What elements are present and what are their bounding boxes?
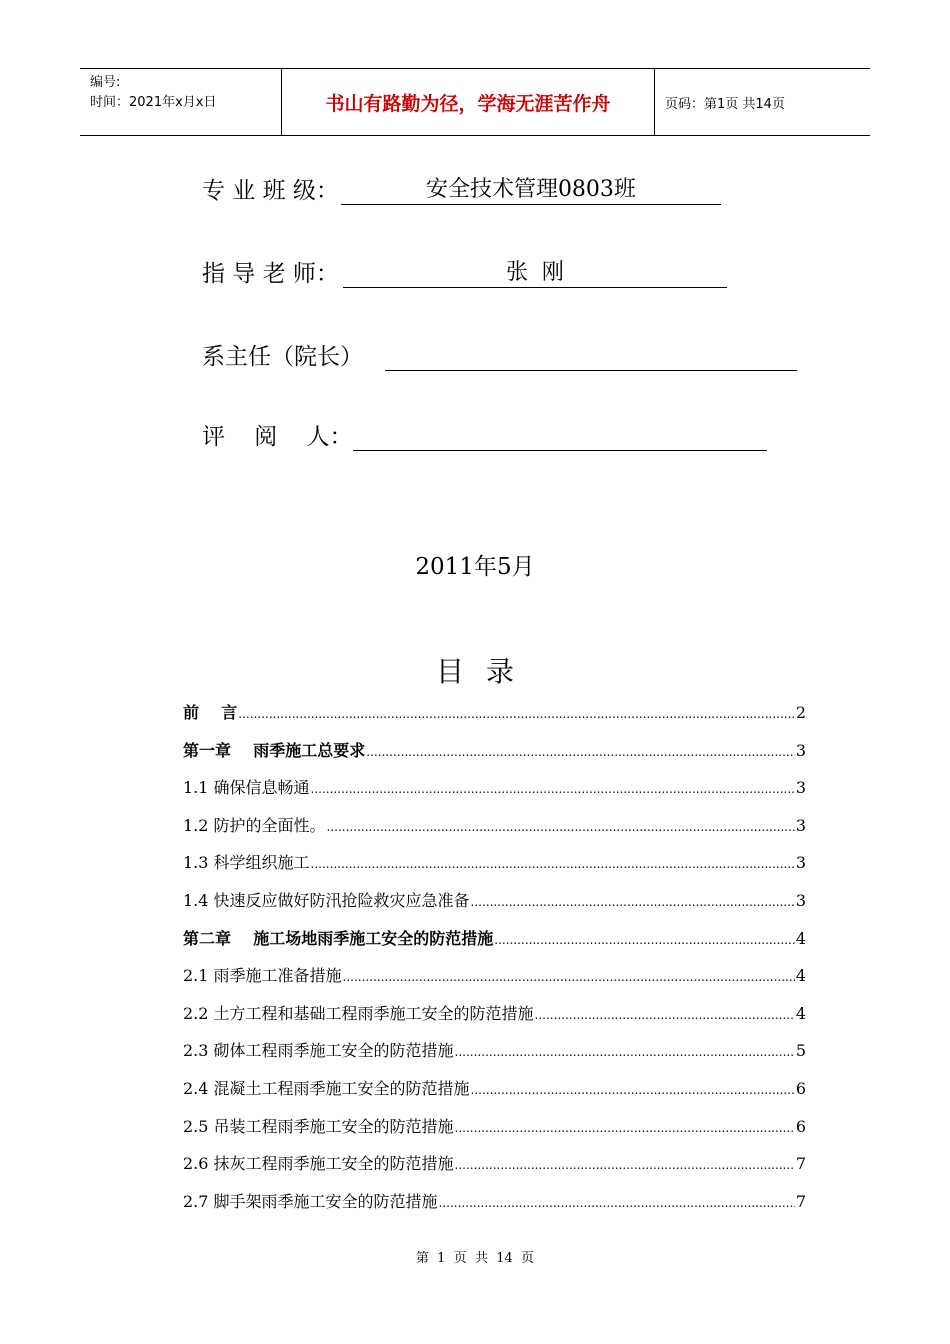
header-page-info: 页码：第1页 共14页 [665, 96, 785, 112]
toc-leader-dots [471, 1083, 795, 1097]
reviewer-field [202, 418, 767, 451]
toc-entry[interactable] [183, 1114, 806, 1152]
toc-entry[interactable] [183, 700, 806, 738]
toc-leader-dots [366, 745, 795, 759]
toc-leader-dots [455, 1045, 795, 1059]
toc-leader-dots [455, 1158, 795, 1172]
major-class-field [202, 172, 721, 205]
toc-entry-title: 1.1 确保信息畅通 [183, 778, 310, 798]
toc-leader-dots [471, 895, 795, 909]
toc-leader-dots [494, 933, 795, 947]
toc-entry[interactable] [183, 775, 806, 813]
toc-leader-dots [343, 970, 795, 984]
header-motto: 书山有路勤为径，学海无涯苦作舟 [282, 69, 655, 135]
toc-entry-title: 前 言 [183, 703, 238, 722]
toc-entry[interactable] [183, 1001, 806, 1039]
toc-entry[interactable] [183, 888, 806, 926]
toc-entry-page: 6 [795, 1078, 806, 1098]
advisor-value: 张 刚 [343, 260, 727, 288]
toc-leader-dots [327, 820, 795, 834]
toc-entry-title: 第一章 雨季施工总要求 [183, 740, 366, 760]
toc-entry-page: 6 [795, 1116, 806, 1136]
advisor-field [202, 255, 727, 288]
toc-entry-title: 2.4 混凝土工程雨季施工安全的防范措施 [183, 1078, 470, 1098]
toc-entry[interactable] [183, 1151, 806, 1189]
toc-entry-page: 3 [795, 778, 806, 798]
advisor-label: 指 导 老 师： [202, 261, 339, 287]
toc-entry-title: 2.1 雨季施工准备措施 [183, 966, 342, 986]
toc-leader-dots [455, 1121, 795, 1135]
reviewer-value [353, 423, 767, 451]
toc-entry-title: 2.5 吊装工程雨季施工安全的防范措施 [183, 1116, 454, 1136]
dean-label: 系主任（院长） [202, 344, 363, 370]
toc-entry-page: 2 [795, 703, 806, 722]
toc-entry-title: 2.7 脚手架雨季施工安全的防范措施 [183, 1191, 438, 1211]
toc-entry[interactable] [183, 1076, 806, 1114]
toc-entry-title: 2.3 砌体工程雨季施工安全的防范措施 [183, 1041, 454, 1061]
header-info [80, 69, 282, 135]
page-header [80, 68, 870, 136]
toc-entry[interactable] [183, 926, 806, 964]
document-number-label: 编号: [90, 75, 121, 90]
reviewer-label: 评 阅 人： [202, 424, 353, 450]
toc-leader-dots [311, 857, 795, 871]
toc-entry-title: 1.2 防护的全面性。 [183, 815, 326, 835]
toc-entry-title: 2.2 土方工程和基础工程雨季施工安全的防范措施 [183, 1003, 534, 1023]
dean-value [385, 343, 797, 371]
toc-entry-page: 7 [795, 1191, 806, 1211]
toc-entry-page: 4 [795, 1003, 806, 1023]
table-of-contents [183, 700, 806, 1226]
toc-leader-dots [238, 707, 795, 721]
document-time: 时间：2021年x月x日 [90, 95, 217, 110]
toc-leader-dots [439, 1196, 795, 1210]
toc-leader-dots [535, 1008, 795, 1022]
toc-title: 目录 [435, 655, 536, 688]
major-class-label: 专 业 班 级： [202, 178, 339, 204]
toc-entry-title: 1.4 快速反应做好防汛抢险救灾应急准备 [183, 890, 470, 910]
document-date: 2011年5月 [415, 554, 535, 580]
toc-entry[interactable] [183, 1189, 806, 1227]
toc-entry-page: 3 [795, 853, 806, 873]
toc-entry-page: 4 [795, 966, 806, 986]
toc-entry[interactable] [183, 738, 806, 776]
toc-entry-title: 1.3 科学组织施工 [183, 853, 310, 873]
toc-entry-title: 2.6 抹灰工程雨季施工安全的防范措施 [183, 1154, 454, 1174]
dean-field [202, 338, 797, 371]
toc-entry-page: 3 [795, 815, 806, 835]
toc-entry-page: 3 [795, 740, 806, 760]
toc-entry-page: 3 [795, 890, 806, 910]
toc-entry-page: 4 [795, 928, 806, 948]
toc-entry-title: 第二章 施工场地雨季施工安全的防范措施 [183, 928, 494, 948]
major-class-value: 安全技术管理0803班 [341, 177, 721, 205]
toc-entry[interactable] [183, 1038, 806, 1076]
toc-entry[interactable] [183, 850, 806, 888]
toc-entry-page: 5 [795, 1041, 806, 1061]
toc-entry[interactable] [183, 963, 806, 1001]
toc-entry[interactable] [183, 813, 806, 851]
toc-entry-page: 7 [795, 1154, 806, 1174]
toc-leader-dots [311, 782, 795, 796]
page-footer [0, 1247, 950, 1266]
footer-page-number: 第 1 页 共 14 页 [415, 1251, 535, 1266]
